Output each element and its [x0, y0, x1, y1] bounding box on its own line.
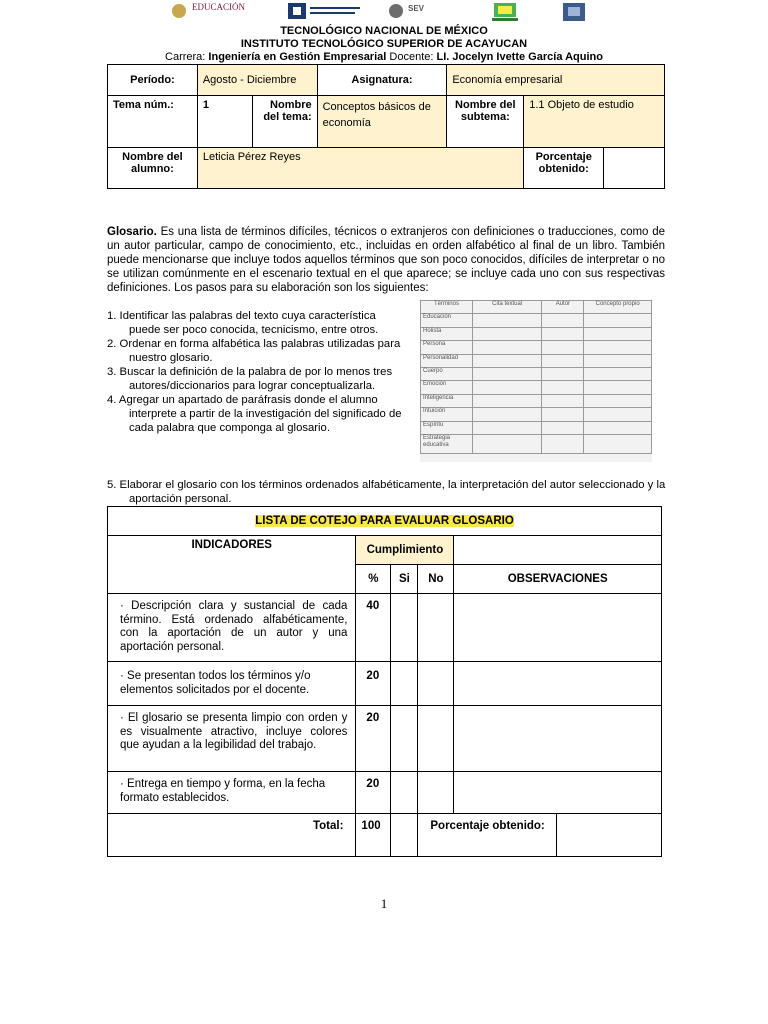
example-term: Cuerpo	[421, 367, 473, 380]
indicator-pct: 20	[356, 662, 391, 706]
tecnm-logo	[288, 2, 363, 20]
sev-logo-text: SEV	[408, 4, 425, 13]
asignatura-label: Asignatura:	[317, 65, 447, 96]
info-table	[107, 64, 665, 189]
indicator-no-cell[interactable]	[418, 772, 454, 814]
total-porcentaje-value[interactable]	[557, 814, 662, 857]
alumno-value: Leticia Pérez Reyes	[197, 148, 523, 189]
total-porcentaje-label: Porcentaje obtenido:	[418, 814, 557, 857]
glosario-title: Glosario.	[107, 226, 157, 238]
indicator-si-cell[interactable]	[391, 594, 418, 662]
example-header: Cita textual	[472, 301, 542, 314]
step-item: 1. Identificar las palabras del texto cuya característica puede ser poco conocida, tecnicismo, entre otros.	[107, 310, 379, 336]
step-item-5: 5. Elaborar el glosario con los términos ordenados alfabéticamente, la interpretación del autor seleccionado y la aportación personal.	[107, 479, 666, 505]
indicator-pct: 40	[356, 594, 391, 662]
step-item: 3. Buscar la definición de la palabra de por lo menos tres autores/diccionarios para lograr conceptualizarla.	[107, 366, 393, 392]
indicator-no-cell[interactable]	[418, 662, 454, 706]
cumplimiento-label: Cumplimiento	[356, 536, 454, 565]
checklist-table	[107, 506, 662, 857]
example-term: Persona	[421, 341, 473, 354]
sep-logo-text: EDUCACIÓN	[192, 2, 245, 12]
nombre-tema-label: Nombre del tema:	[252, 96, 317, 148]
checklist-title: LISTA DE COTEJO PARA EVALUAR GLOSARIO	[255, 515, 514, 527]
indicator-no-cell[interactable]	[418, 594, 454, 662]
docente-value: LI. Jocelyn Ivette García Aquino	[436, 51, 603, 63]
indicator-observaciones-cell[interactable]	[454, 662, 662, 706]
periodo-value: Agosto - Diciembre	[197, 65, 317, 96]
total-label: Total:	[108, 814, 356, 857]
example-header: Autor	[542, 301, 584, 314]
nombre-subtema-label: Nombre del subtema:	[447, 96, 524, 148]
nombre-subtema-value: 1.1 Objeto de estudio	[524, 96, 665, 148]
step-item: 2. Ordenar en forma alfabética las palabras utilizadas para nuestro glosario.	[107, 338, 401, 364]
header-line1: TECNOLÓGICO NACIONAL DE MÉXICO	[280, 25, 488, 37]
empty-header-cell	[454, 536, 662, 565]
indicator-pct: 20	[356, 706, 391, 772]
indicator-no-cell[interactable]	[418, 706, 454, 772]
glossary-example-table	[420, 300, 652, 454]
indicator-si-cell[interactable]	[391, 772, 418, 814]
example-term: Emoción	[421, 381, 473, 394]
pct-header: %	[356, 565, 391, 594]
indicator-observaciones-cell[interactable]	[454, 706, 662, 772]
header-line3	[0, 51, 768, 64]
logos-bar	[170, 0, 600, 22]
indicator-text: · El glosario se presenta limpio con orden y es visualmente atractivo, incluye colores que ayudan a la legibilidad del trabajo.	[108, 706, 356, 772]
itsa-logo	[492, 2, 518, 20]
indicator-observaciones-cell[interactable]	[454, 594, 662, 662]
glosario-text: Es una lista de términos difíciles, técnicos o extranjeros con definiciones o traducciones, como de un autor particular, campo de conocimiento, etc., incluidas en orden alfabético al final de un libro. También puede mencionarse que incluye todos aquellos términos que son poco conocidos, difíciles de interpretar o no se utilizan comúnmente en el escenario textual en el que aparece; se incluye cada uno con sus respectivas definiciones. Los pasos para su elaboración son los siguientes:	[107, 226, 665, 294]
example-term: Estrategia educativa	[421, 434, 473, 453]
carrera-label: Carrera:	[165, 51, 206, 63]
indicator-si-cell[interactable]	[391, 706, 418, 772]
example-term: Personalidad	[421, 354, 473, 367]
tema-num-value: 1	[197, 96, 252, 148]
periodo-label: Período:	[108, 65, 198, 96]
indicator-observaciones-cell[interactable]	[454, 772, 662, 814]
step-item: 4. Agregar un apartado de paráfrasis donde el alumno interprete a partir de la investigación del significado de cada palabra que componga al glosario.	[107, 394, 402, 434]
sev-logo	[388, 2, 443, 20]
example-header: Términos	[421, 301, 473, 314]
glossary-example-image	[420, 300, 652, 462]
alumno-label: Nombre del alumno:	[108, 148, 198, 189]
indicator-si-cell[interactable]	[391, 662, 418, 706]
indicator-text: · Se presentan todos los términos y/o elementos solicitados por el docente.	[108, 662, 356, 706]
campus-logo	[562, 2, 586, 20]
page-number: 1	[380, 896, 388, 911]
example-term: Espíritu	[421, 421, 473, 434]
indicator-pct: 20	[356, 772, 391, 814]
porcentaje-label: Porcentaje obtenido:	[524, 148, 604, 189]
steps-list	[107, 309, 407, 435]
nombre-tema-value: Conceptos básicos de economía	[317, 96, 447, 148]
sep-logo	[170, 2, 260, 20]
no-header: No	[418, 565, 454, 594]
tema-num-label: Tema núm.:	[108, 96, 198, 148]
docente-label: Docente:	[389, 51, 434, 63]
example-header: Concepto propio	[584, 301, 652, 314]
si-header: Si	[391, 565, 418, 594]
carrera-value: Ingeniería en Gestión Empresarial	[208, 51, 387, 63]
example-term: Intuición	[421, 408, 473, 421]
observaciones-header: OBSERVACIONES	[454, 565, 662, 594]
example-term: Holista	[421, 327, 473, 340]
indicator-text: · Descripción clara y sustancial de cada término. Está ordenado alfabéticamente, con la aportación de un autor y una aportación personal.	[108, 594, 356, 662]
asignatura-value: Economía empresarial	[447, 65, 665, 96]
checklist-title-cell	[108, 507, 662, 536]
total-value: 100	[356, 814, 391, 857]
indicator-text: · Entrega en tiempo y forma, en la fecha formato establecidos.	[108, 772, 356, 814]
total-si-cell	[391, 814, 418, 857]
example-term: Educación	[421, 314, 473, 327]
header-line2: INSTITUTO TECNOLÓGICO SUPERIOR DE ACAYUCAN	[240, 38, 528, 50]
example-term: Inteligencia	[421, 394, 473, 407]
glosario-paragraph	[107, 225, 665, 295]
indicadores-label: INDICADORES	[108, 536, 356, 594]
porcentaje-value	[604, 148, 665, 189]
